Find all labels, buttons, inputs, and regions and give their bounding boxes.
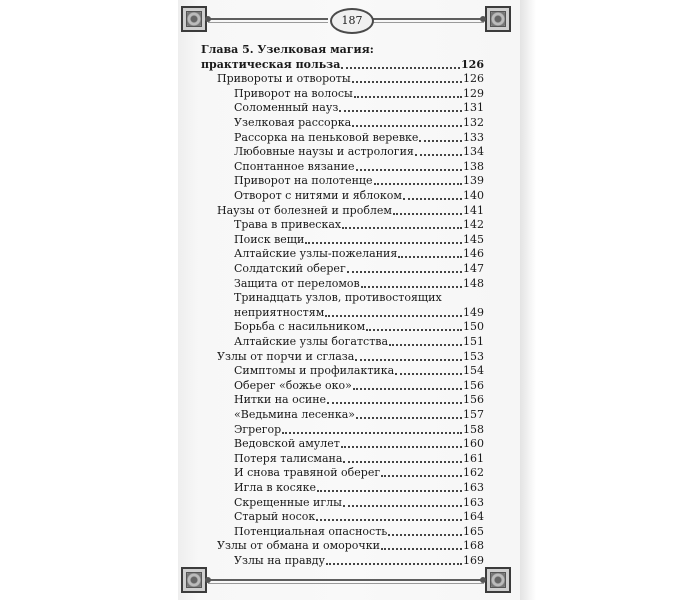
toc-entry: [217, 204, 484, 218]
toc-entry-title: Приворот на полотенце: [234, 174, 373, 188]
toc-entry: [234, 496, 484, 510]
toc-entry: [234, 481, 484, 495]
toc-entry-title: Узелковая рассорка: [234, 116, 352, 129]
toc-leader-dots: [352, 125, 462, 127]
toc-entry-title: Поиск вещи: [234, 232, 305, 246]
toc-entry-title-line1: Тринадцать узлов, противостоящих: [234, 291, 442, 305]
toc-entry-page: 154: [463, 364, 484, 378]
toc-leader-dots: [366, 329, 462, 331]
toc-entry-title: Скрещенные иглы: [234, 495, 342, 509]
toc-entry-page: 142: [463, 218, 484, 232]
toc-entry-title: Защита от переломов: [234, 276, 360, 290]
toc-leader-dots: [374, 183, 463, 185]
toc-entry-page: 134: [463, 145, 484, 159]
toc-entry-title: Привороты и отвороты: [217, 72, 351, 86]
toc-entry: [234, 423, 484, 437]
toc-entry-page: 126: [463, 72, 484, 86]
toc-entry-page: 169: [463, 554, 484, 567]
toc-leader-dots: [317, 490, 462, 492]
toc-entry-page: 156: [463, 393, 484, 407]
toc-entry-title: Алтайские узлы богатства: [234, 335, 389, 348]
toc-entry: [234, 306, 484, 320]
toc-entry-title: Наузы от болезней и проблем: [217, 203, 392, 217]
toc-leader-dots: [327, 402, 462, 404]
toc-entry-page: 162: [463, 466, 484, 480]
toc-entry-page: 148: [463, 276, 484, 290]
toc-entry: [217, 350, 484, 364]
toc-entry-page: 131: [463, 101, 484, 115]
toc-entry-chapter: [201, 58, 484, 72]
toc-leader-dots: [326, 563, 462, 565]
toc-leader-dots: [388, 534, 462, 536]
toc-entry-page: 160: [463, 437, 484, 451]
toc-entry-title: Алтайские узлы-пожелания: [234, 247, 398, 261]
toc-entry: [234, 145, 484, 159]
toc-entry-title: Солдатский оберег: [234, 262, 346, 275]
toc-entry-title: Оберег «божье око»: [234, 378, 352, 392]
toc-entry-title: Узлы на правду: [234, 554, 325, 567]
toc-entry: [234, 554, 484, 568]
toc-entry-page: 147: [463, 262, 484, 275]
toc-leader-dots: [341, 67, 460, 69]
toc-leader-dots: [419, 140, 462, 142]
toc-entry: [234, 174, 484, 188]
toc-entry-page: 164: [463, 510, 484, 524]
toc-entry-title: Рассорка на пеньковой веревке: [234, 130, 419, 144]
toc-entry: [234, 131, 484, 145]
toc-entry-page: 156: [463, 378, 484, 392]
toc-entry: [234, 408, 484, 422]
toc-leader-dots: [353, 388, 462, 390]
toc-entry: [234, 320, 484, 334]
toc-entry-page: 153: [463, 349, 484, 363]
toc-entry-title: практическая польза: [201, 57, 341, 71]
toc-entry: [234, 379, 484, 393]
toc-entry-page: 150: [463, 320, 484, 334]
toc-entry-page: 157: [463, 408, 484, 421]
toc-leader-dots: [415, 154, 462, 156]
toc-leader-dots: [361, 286, 462, 288]
toc-entry: [234, 364, 484, 378]
toc-leader-dots: [339, 110, 462, 112]
toc-entry-page: 163: [463, 495, 484, 509]
toc-entry: [234, 437, 484, 451]
toc-entry-title: Эгрегор: [234, 422, 282, 436]
toc-entry-page: 145: [463, 232, 484, 246]
toc-entry: [234, 247, 484, 261]
toc-leader-dots: [403, 198, 462, 200]
toc-entry-page: 168: [463, 539, 484, 553]
toc-entry-page: 151: [463, 335, 484, 348]
toc-entry-title: Узлы от обмана и оморочки: [217, 539, 380, 553]
toc-leader-dots: [395, 373, 462, 375]
toc-entry: [234, 393, 484, 407]
toc-entry: [234, 452, 484, 466]
toc-entry-page: 129: [463, 86, 484, 100]
toc-entry-title: Узлы от порчи и сглаза: [217, 349, 355, 363]
toc-entry-title: Старый носок: [234, 510, 316, 524]
toc-entry: [234, 101, 484, 115]
toc-entry-page: 146: [463, 247, 484, 261]
toc-entry-title: Ведовской амулет: [234, 437, 340, 451]
toc-entry: [217, 539, 484, 553]
toc-entry-title: Потенциальная опасность: [234, 524, 388, 538]
chapter-heading-line1: Глава 5. Узелковая магия:: [201, 43, 374, 56]
toc-entry: [234, 510, 484, 524]
toc-leader-dots: [398, 256, 462, 258]
toc-entry-title: Борьба с насильником: [234, 320, 366, 334]
toc-entry: [234, 160, 484, 174]
toc-leader-dots: [347, 271, 462, 273]
toc-entry-page: 149: [463, 305, 484, 319]
toc-entry-page: 126: [461, 57, 484, 71]
toc-entry: [234, 116, 484, 130]
toc-entry-page: 132: [463, 116, 484, 129]
toc-leader-dots: [393, 213, 462, 215]
toc-entry: [234, 87, 484, 101]
toc-leader-dots: [316, 519, 462, 521]
toc-leader-dots: [343, 505, 462, 507]
toc-leader-dots: [381, 548, 462, 550]
toc-entry: [234, 218, 484, 232]
toc-entry: [234, 277, 484, 291]
toc-leader-dots: [354, 96, 462, 98]
toc-entry-title: Трава в привесках: [234, 218, 342, 232]
toc-entry-page: 139: [463, 174, 484, 188]
toc-entry: [234, 525, 484, 539]
toc-leader-dots: [389, 344, 462, 346]
toc-leader-dots: [355, 359, 462, 361]
toc-entry-page: 158: [463, 422, 484, 436]
toc-entry-title: Спонтанное вязание: [234, 159, 355, 173]
toc-entry-title: Приворот на волосы: [234, 86, 353, 100]
toc-entry-title: Нитки на осине: [234, 393, 327, 407]
toc-entry-page: 133: [463, 130, 484, 144]
toc-entry-page: 163: [463, 481, 484, 494]
page-number: 187: [330, 8, 374, 34]
toc-entry-page: 161: [463, 451, 484, 465]
toc-entry-title: Симптомы и профилактика: [234, 364, 395, 378]
toc-entry-page: 141: [463, 203, 484, 217]
toc-leader-dots: [356, 417, 462, 419]
toc-leader-dots: [305, 242, 462, 244]
toc-entry-title: Соломенный науз: [234, 101, 339, 115]
toc-leader-dots: [343, 461, 462, 463]
toc-entry-title: Отворот с нитями и яблоком: [234, 189, 402, 202]
toc-entry: [234, 262, 484, 276]
toc-entry-title: Игла в косяке: [234, 481, 317, 494]
toc-leader-dots: [282, 432, 462, 434]
toc-leader-dots: [325, 315, 462, 317]
toc-entry-title: «Ведьмина лесенка»: [234, 408, 356, 421]
toc-leader-dots: [342, 227, 462, 229]
toc-entry-title: Любовные наузы и астрология: [234, 145, 414, 159]
toc-entry-page: 138: [463, 159, 484, 173]
toc-leader-dots: [356, 169, 462, 171]
toc-entry: [217, 72, 484, 86]
toc-entry-title: Потеря талисмана: [234, 451, 343, 465]
toc-leader-dots: [381, 475, 462, 477]
toc-leader-dots: [341, 446, 462, 448]
toc-entry-page: 140: [463, 189, 484, 202]
toc-entry-page: 165: [463, 524, 484, 538]
toc-entry-title: И снова травяной оберег: [234, 466, 381, 480]
toc-entry: [234, 466, 484, 480]
toc-entry: [234, 335, 484, 349]
toc-entry-title: неприятностям: [234, 305, 325, 319]
toc-entry: [234, 233, 484, 247]
toc-entry: [234, 189, 484, 203]
toc-leader-dots: [352, 81, 462, 83]
